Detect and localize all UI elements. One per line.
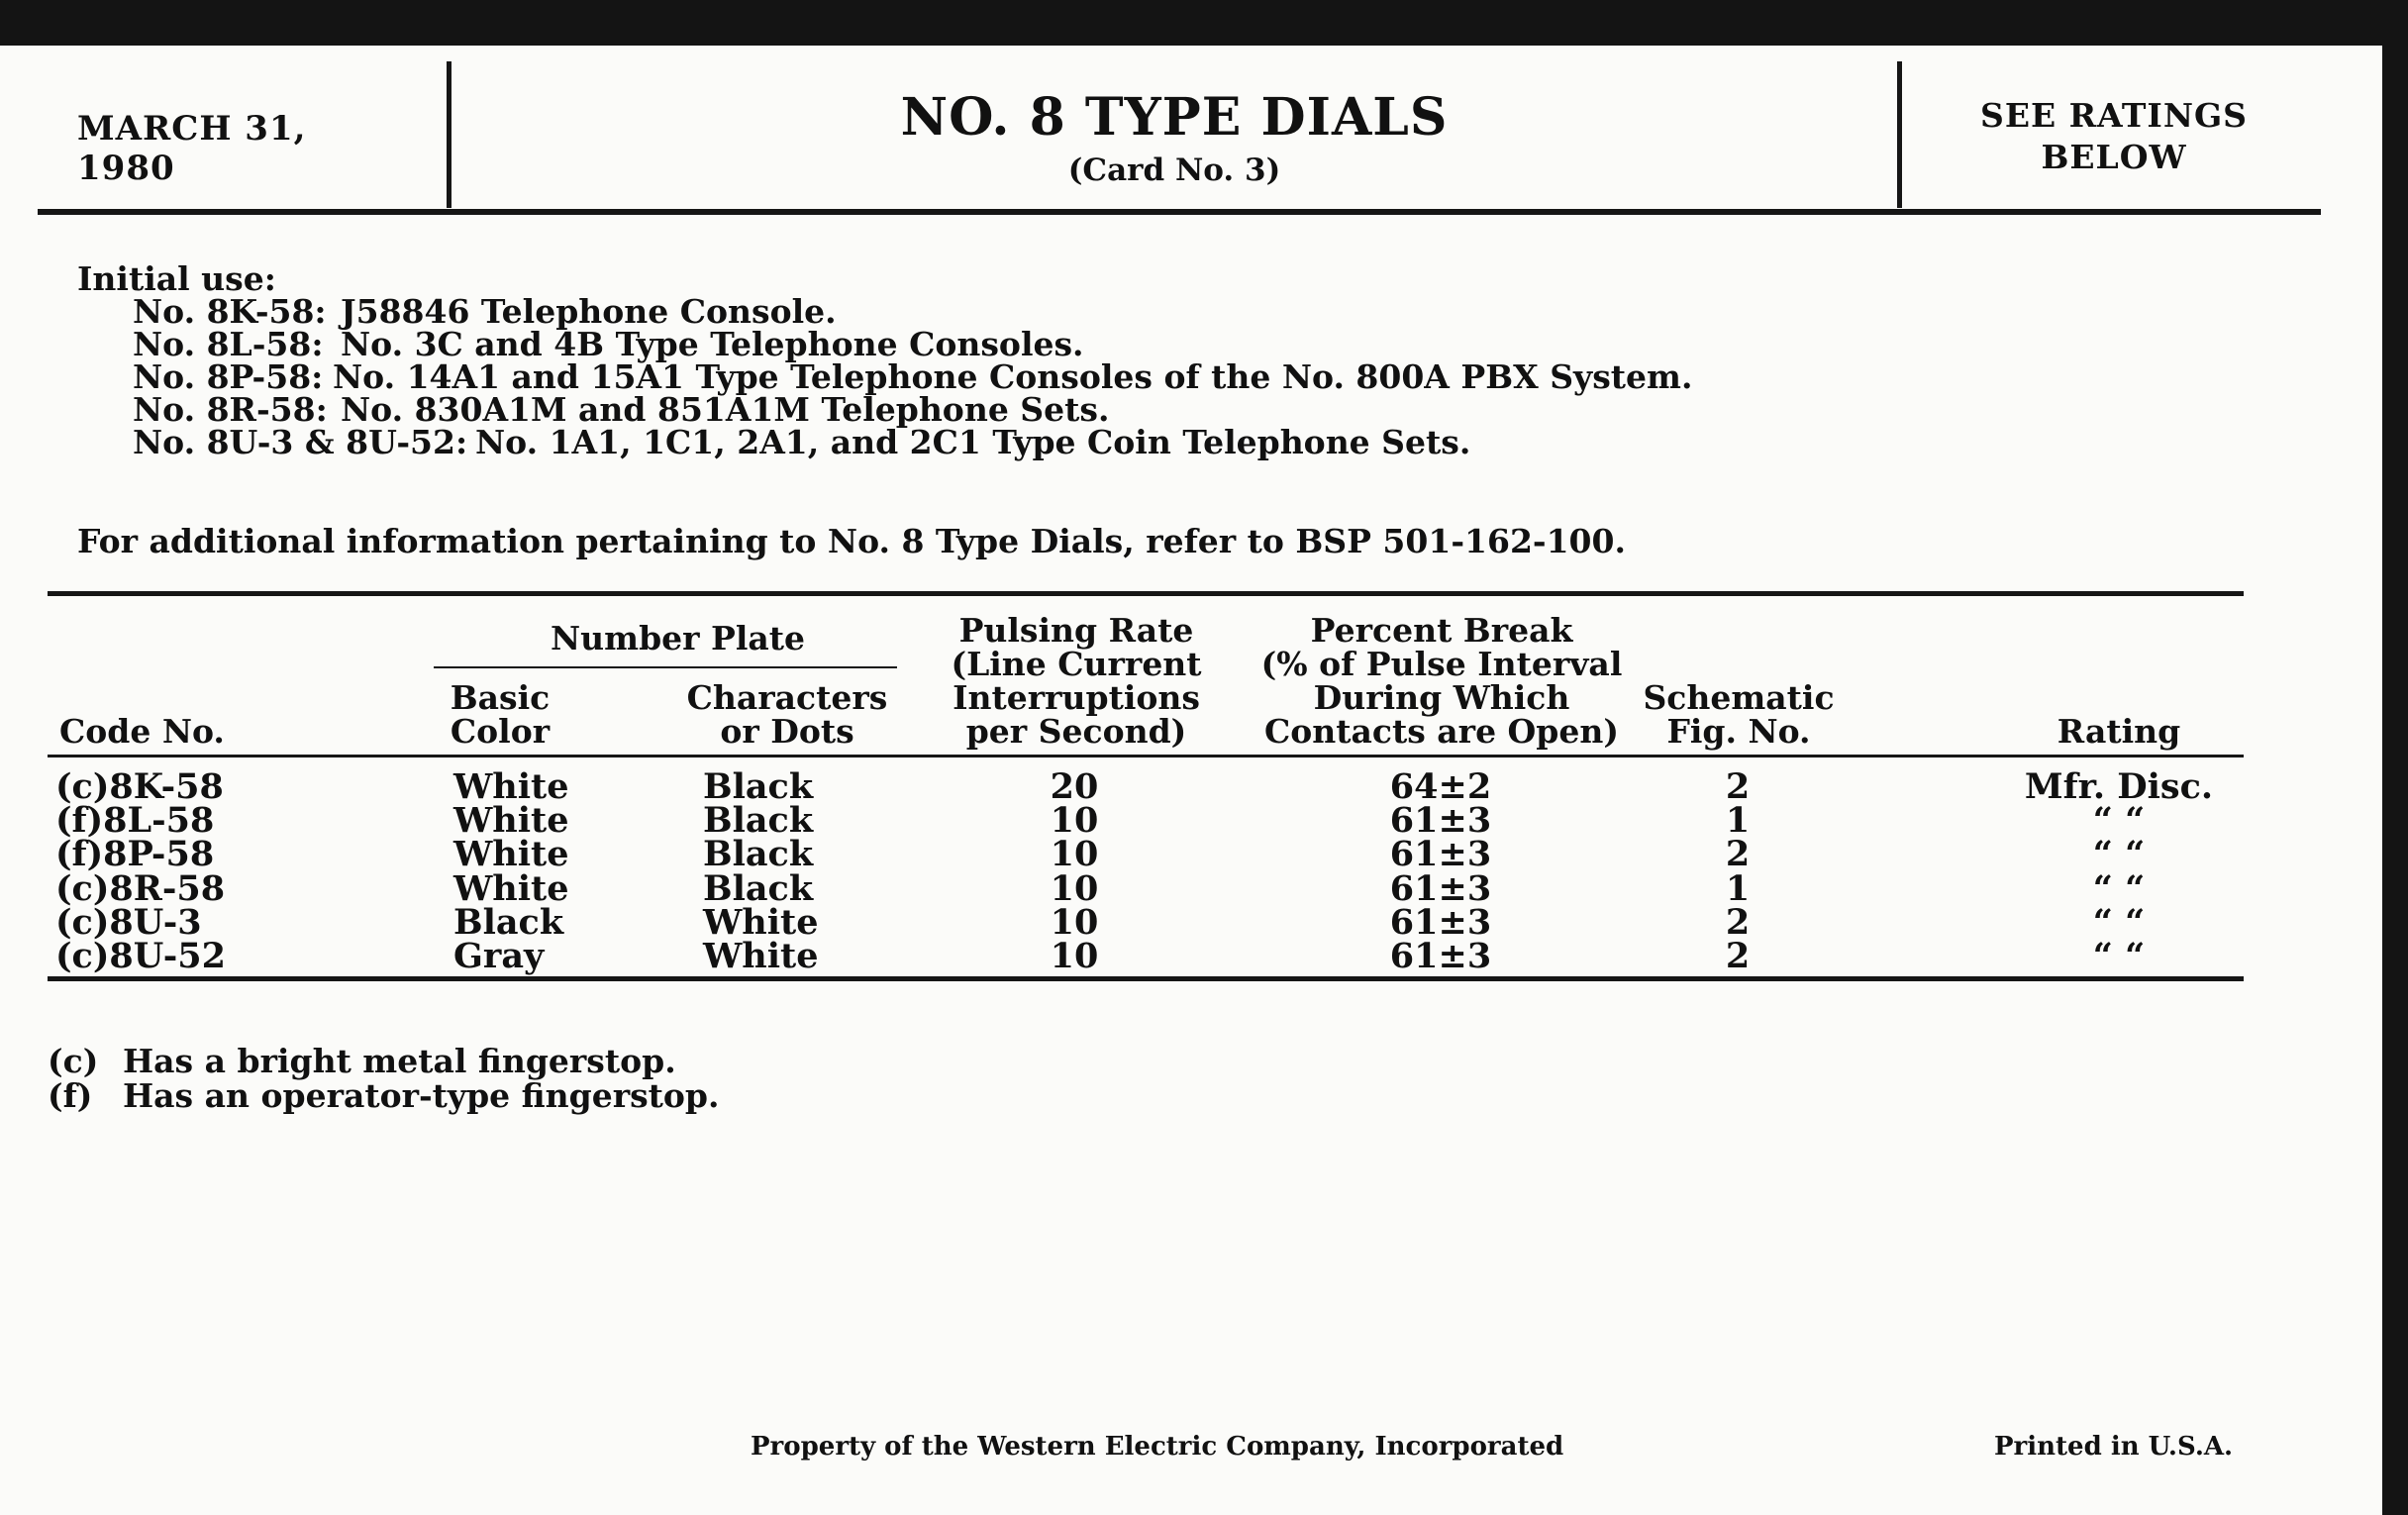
header-rating: Rating: [2057, 712, 2181, 751]
header-characters: Characters or Dots: [686, 678, 888, 751]
table-bottom-rule: [48, 976, 2244, 981]
reference-card: [0, 46, 2382, 1515]
cell-characters: Black: [703, 766, 814, 807]
scan-border-top: [0, 0, 2408, 46]
cell-rating: Mfr. Disc.: [2024, 766, 2214, 807]
cell-rating: “ “: [2092, 867, 2146, 909]
cell-characters: White: [703, 901, 819, 943]
table-top-rule: [48, 591, 2244, 596]
cell-code: (c)8R-58: [55, 867, 226, 909]
cell-rating: “ “: [2092, 901, 2146, 943]
scan-border-right: [2382, 0, 2408, 1515]
header-percent-break: Percent Break (% of Pulse Interval During Which Contacts are Open): [1260, 611, 1623, 751]
reference-note: For additional information pertaining to No. 8 Type Dials, refer to BSP 501-162-100.: [77, 522, 1626, 560]
cell-code: (c)8K-58: [55, 766, 224, 807]
cell-pulsing-rate: 10: [1050, 936, 1099, 976]
cell-characters: Black: [703, 834, 814, 875]
use-code-8r: No. 8R-58:: [133, 390, 328, 429]
cell-pulsing-rate: 20: [1050, 766, 1099, 807]
ratings-note: [1926, 95, 2302, 178]
use-code-8l: No. 8L-58:: [133, 325, 324, 363]
header-code-no: Code No.: [59, 712, 225, 751]
cell-percent-break: 64±2: [1389, 766, 1492, 807]
cell-schematic-fig: 2: [1725, 834, 1751, 875]
cell-basic-color: White: [453, 834, 569, 875]
cell-schematic-fig: 2: [1725, 766, 1751, 807]
cell-basic-color: White: [453, 800, 569, 842]
footnote-c-mark: (c): [48, 1042, 99, 1080]
initial-use-heading: Initial use:: [77, 259, 276, 298]
cell-percent-break: 61±3: [1389, 936, 1492, 976]
cell-schematic-fig: 1: [1725, 867, 1751, 909]
cell-code: (f)8L-58: [55, 800, 215, 842]
header-number-plate: Number Plate: [551, 619, 805, 657]
use-text-8l: No. 3C and 4B Type Telephone Consoles.: [341, 325, 1084, 363]
ratings-note-line1: SEE RATINGS: [1979, 96, 2249, 135]
header-divider-right: [1897, 61, 1902, 208]
cell-rating: “ “: [2092, 936, 2146, 976]
cell-basic-color: Black: [453, 901, 564, 943]
cell-characters: Black: [703, 867, 814, 909]
cell-schematic-fig: 2: [1725, 936, 1751, 976]
header-pulsing-rate: Pulsing Rate (Line Current Interruptions per Second): [951, 611, 1202, 751]
header-basic-color: Basic Color: [450, 678, 551, 751]
header-schematic: Schematic Fig. No.: [1643, 678, 1835, 751]
cell-schematic-fig: 2: [1725, 901, 1751, 943]
cell-percent-break: 61±3: [1389, 800, 1492, 842]
cell-rating: “ “: [2092, 834, 2146, 875]
cell-rating: “ “: [2092, 800, 2146, 842]
cell-schematic-fig: 1: [1725, 800, 1751, 842]
cell-percent-break: 61±3: [1389, 901, 1492, 943]
cell-code: (f)8P-58: [55, 834, 215, 875]
card-subtitle: (Card No. 3): [1067, 152, 1281, 188]
use-text-8k: J58846 Telephone Console.: [341, 292, 837, 331]
cell-characters: White: [703, 936, 819, 976]
use-text-8p: No. 14A1 and 15A1 Type Telephone Consoles of the No. 800A PBX System.: [333, 357, 1693, 396]
cell-pulsing-rate: 10: [1050, 800, 1099, 842]
cell-percent-break: 61±3: [1389, 834, 1492, 875]
cell-code: (c)8U-52: [55, 936, 226, 976]
footnote-f-text: Has an operator-type fingerstop.: [123, 1076, 720, 1115]
property-notice: Property of the Western Electric Company, Incorporated: [751, 1432, 1564, 1462]
footnote-c-text: Has a bright metal fingerstop.: [123, 1042, 676, 1080]
header-rule: [38, 209, 2321, 215]
printed-notice: Printed in U.S.A.: [1994, 1432, 2234, 1462]
use-code-8p: No. 8P-58:: [133, 357, 324, 396]
cell-characters: Black: [703, 800, 814, 842]
number-plate-underline: [434, 666, 897, 668]
cell-pulsing-rate: 10: [1050, 867, 1099, 909]
cell-basic-color: White: [453, 867, 569, 909]
card-title: NO. 8 TYPE DIALS: [900, 87, 1449, 148]
use-text-8u: No. 1A1, 1C1, 2A1, and 2C1 Type Coin Telephone Sets.: [475, 423, 1471, 461]
use-code-8u: No. 8U-3 & 8U-52:: [133, 423, 468, 461]
table-header-rule: [48, 755, 2244, 758]
cell-percent-break: 61±3: [1389, 867, 1492, 909]
ratings-note-line2: BELOW: [2041, 138, 2187, 176]
use-code-8k: No. 8K-58:: [133, 292, 327, 331]
cell-basic-color: Gray: [453, 936, 545, 976]
use-text-8r: No. 830A1M and 851A1M Telephone Sets.: [341, 390, 1110, 429]
footnote-f-mark: (f): [48, 1076, 93, 1115]
cell-basic-color: White: [453, 766, 569, 807]
card-date: MARCH 31, 1980: [77, 109, 307, 188]
cell-pulsing-rate: 10: [1050, 901, 1099, 943]
cell-code: (c)8U-3: [55, 901, 202, 943]
cell-pulsing-rate: 10: [1050, 834, 1099, 875]
